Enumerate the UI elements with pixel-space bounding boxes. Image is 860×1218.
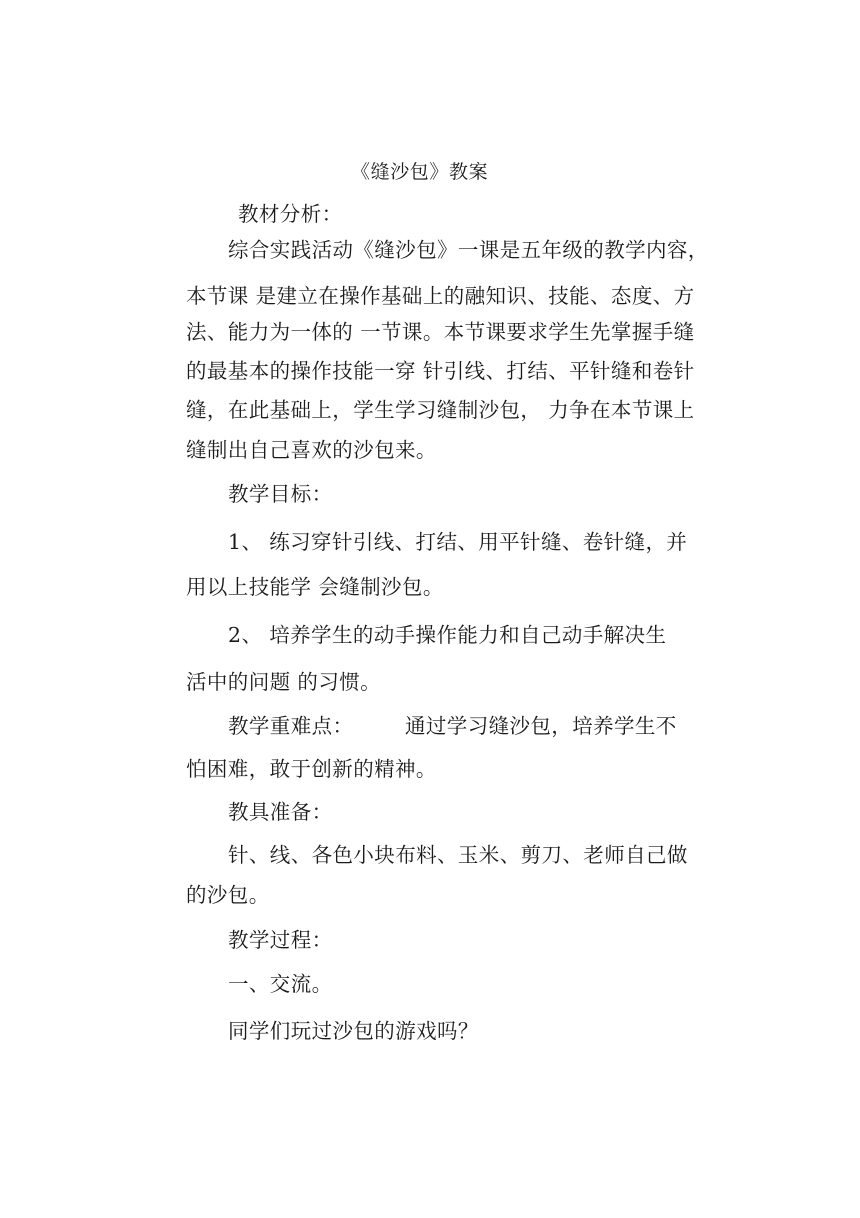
analysis-line-5: 缝，在此基础上，学生学习缝制沙包， 力争在本节课上 [186,398,695,422]
analysis-line-2: 本节课 是建立在操作基础上的融知识、技能、态度、方 [186,284,695,308]
keypoints-text-continued: 怕困难，敢于创新的精神。 [186,757,437,781]
question-line: 同学们玩过沙包的游戏吗？ [228,1019,479,1043]
analysis-heading: 教材分析： [238,202,343,226]
tools-heading: 教具准备： [228,800,333,824]
tools-line-1: 针、线、各色小块布料、玉米、剪刀、老师自己做 [228,843,688,867]
analysis-line-4: 的最基本的操作技能一穿 针引线、打结、平针缝和卷针 [186,359,695,383]
analysis-line-6: 缝制出自己喜欢的沙包来。 [186,438,437,462]
goals-heading: 教学目标： [228,482,333,506]
tools-line-2: 的沙包。 [186,883,270,907]
analysis-line-1: 综合实践活动《缝沙包》一课是五年级的教学内容， [228,238,709,262]
goal-2-line-1: 2、 培养学生的动手操作能力和自己动手解决生 [228,623,667,647]
step-1: 一、交流。 [228,972,333,996]
process-heading: 教学过程： [228,928,333,952]
keypoints-text: 通过学习缝沙包，培养学生不 [405,714,677,738]
goal-1-line-1: 1、 练习穿针引线、打结、用平针缝、卷针缝，并 [228,530,688,554]
keypoints-label: 教学重难点： [228,714,354,738]
document-title: 《缝沙包》教案 [351,161,489,183]
goal-1-line-2: 用以上技能学 会缝制沙包。 [186,575,444,599]
goal-2-line-2: 活中的问题 的习惯。 [186,670,382,694]
analysis-line-3: 法、能力为一体的 一节课。本节课要求学生先掌握手缝 [186,320,695,344]
